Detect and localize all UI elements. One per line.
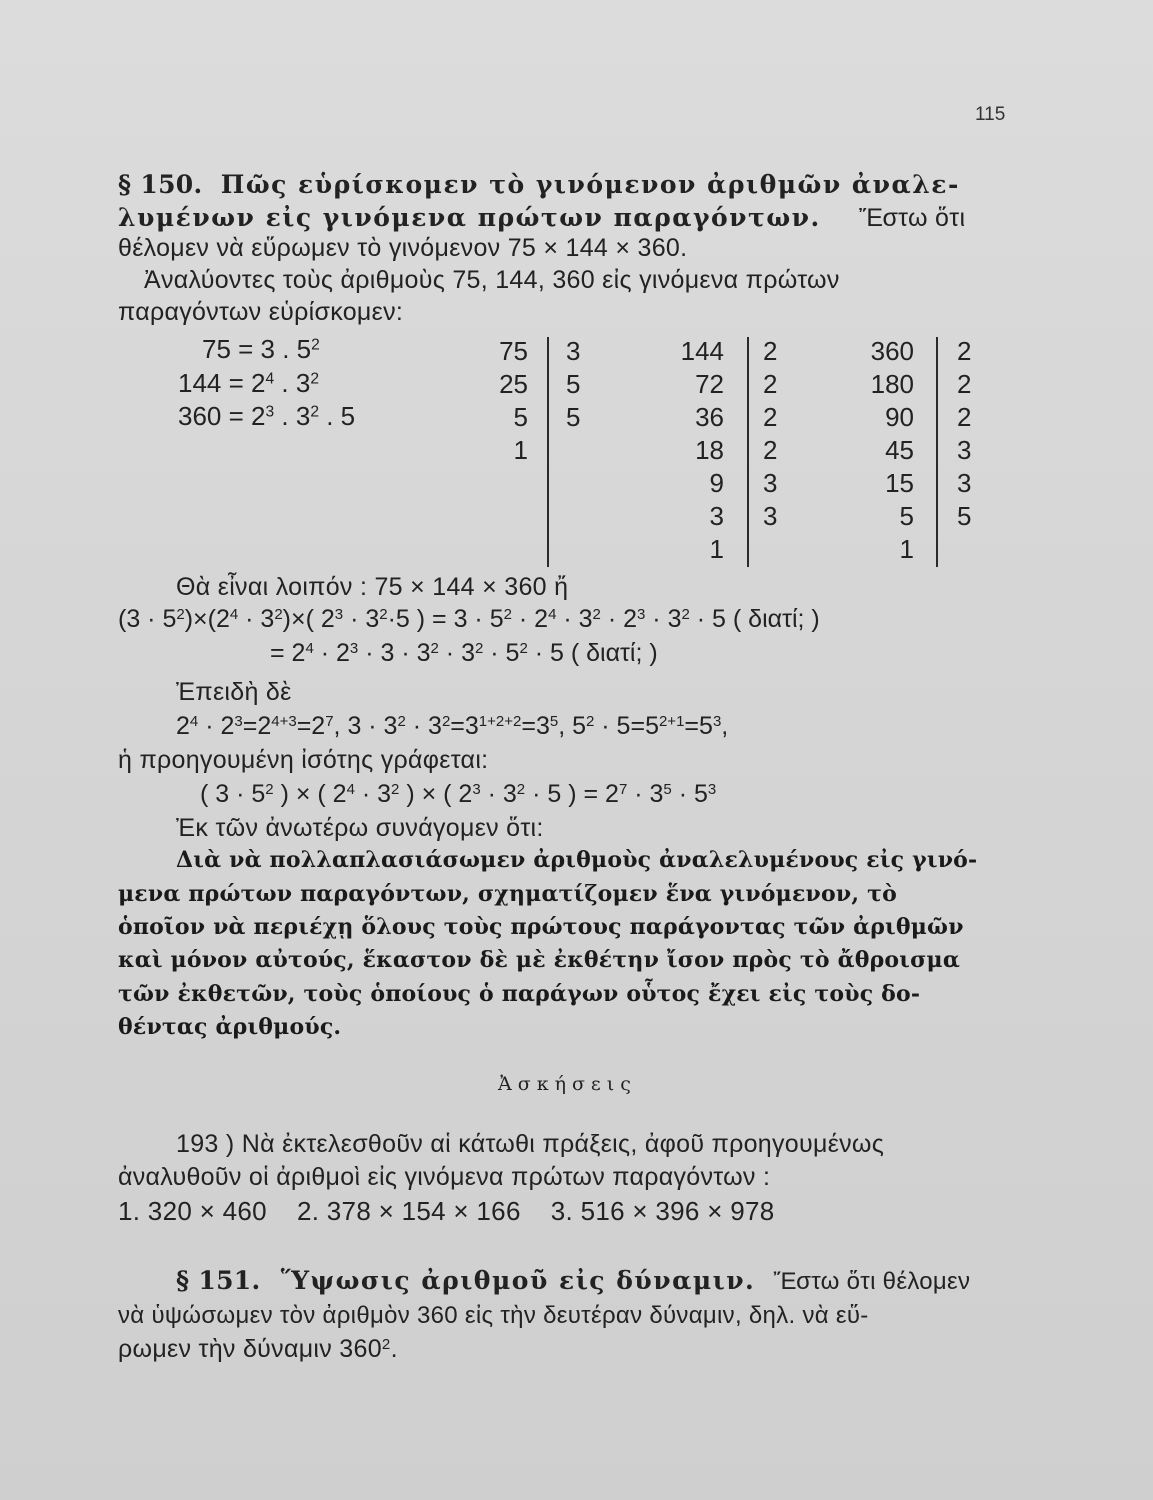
exponent-rules-line: $2^4 \cdot 2^3=2^{4+3}=2^7$, $3 \cdot 3^2 \cdot 3^2=3^{1+2+2}=3^5$, $5^2 \cdot 5=5^{2+1}=5^3$, [176,712,729,740]
work-isotis: ἡ προηγουμένη ἰσότης γράφεται: [118,746,489,774]
section-150-line4: Ἀναλύοντες τοὺς ἀριθμοὺς 75, 144, 360 εἰς γινόμενα πρώτων [144,266,840,294]
exercise-193-line2: ἀναλυθοῦν οἱ ἀριθμοὶ εἰς γινόμενα πρώτων παραγόντων : [118,1163,771,1191]
section-151-line2: νὰ ὑψώσωμεν τὸν ἀριθμὸν 360 εἰς τὴν δευτέραν δύναμιν, δηλ. νὰ εὕ- [118,1302,869,1329]
factor-table-360-divider [936,337,938,567]
factor-table-144-factors: 2 2 2 2 3 3 [763,336,778,531]
decomposition-360: $360 = 2^3$ . $3^2$ . 5 [178,401,356,431]
section-151-number: § 151. [176,1266,261,1295]
factor-table-75-divider [547,337,549,567]
section-150-heading-line2 [118,203,965,233]
work-epeidi: Ἐπειδὴ δὲ [176,678,292,706]
section-150-number: § 150. [118,170,203,199]
exercise-193-line3: 1. 320 × 460 2. 378 × 154 × 166 3. 516 × 396 × 978 [118,1196,775,1226]
section-151-rest1: Ἔστω ὅτι θέλομεν [773,1268,971,1295]
exercise-193-line1: 193 ) Νὰ ἐκτελεσθοῦν αἱ κάτωθι πράξεις, ἀφοῦ προηγουμένως [176,1130,885,1158]
product-expansion-line1: $(3 \cdot 5^2)\times(2^4 \cdot 3^2)\times$( $2^3 \cdot 3^2\cdot 5$ ) = $3 \cdot 5^2 \cdot 2^4 \cdot 3^2 \cdot 2^3 \cdot 3^2 \cdot 5$ ( διατί; ) [118,605,820,633]
factor-table-75-numbers: 75 25 5 1 [499,336,528,465]
factor-table-360-numbers: 360 180 90 45 15 5 1 [870,336,914,564]
factor-table-144-divider [747,337,749,567]
section-150-rest-b: Ἔστω ὅτι [858,204,966,232]
section-150-title-a: Πῶς εὑρίσκομεν τὸ γινόμενον ἀριθμῶν ἀναλε- [220,170,960,199]
decomposition-75: 75 = 3 . $5^2$ [202,334,320,364]
section-150-title-b: λυμένων εἰς γινόμενα πρώτων παραγόντων. [118,203,821,232]
work-ek-ton: Ἐκ τῶν ἀνωτέρω συνάγομεν ὅτι: [176,814,544,842]
section-150-heading-line1 [118,170,960,199]
factor-table-75-factors: 3 5 5 [566,336,581,432]
section-151-line3: ρωμεν τὴν δύναμιν $360^2$. [118,1335,398,1363]
exercises-heading: Ἀσκήσεις [498,1073,637,1095]
page-number: 115 [975,104,1006,125]
section-151-title: Ὕψωσις ἀριθμοῦ εἰς δύναμιν. [280,1266,756,1295]
rule-line3: ὁποῖον νὰ περιέχῃ ὅλους τοὺς πρώτους παράγοντας τῶν ἀριθμῶν [118,914,964,940]
rule-line5: τῶν ἐκθετῶν, τοὺς ὁποίους ὁ παράγων οὗτος ἔχει εἰς τοὺς δο- [118,981,921,1007]
section-150-line5: παραγόντων εὑρίσκομεν: [118,298,404,326]
rule-line6: θέντας ἀριθμούς. [118,1014,342,1040]
factor-table-144-numbers: 144 72 36 18 9 3 1 [680,336,724,564]
work-tha-einai: Θὰ εἶναι λοιπόν : 75 × 144 × 360 ἤ [176,573,569,601]
section-150-line3: θέλομεν νὰ εὕρωμεν τὸ γινόμενον 75 × 144 × 360. [118,234,688,262]
final-product-equation: ( $3 \cdot 5^2$ ) × ( $2^4 \cdot 3^2$ ) × ( $2^3 \cdot 3^2 \cdot 5$ ) = $2^7 \cdot 3^5 \cdot 5^3$ [200,780,717,808]
product-expansion-line2: = $2^4 \cdot 2^3 \cdot 3 \cdot 3^2 \cdot 3^2 \cdot 5^2 \cdot 5$ ( διατί; ) [270,639,658,667]
rule-line1: Διὰ νὰ πολλαπλασιάσωμεν ἀριθμοὺς ἀναλελυμένους εἰς γινό- [176,847,978,873]
factor-table-360-factors: 2 2 2 3 3 5 [957,336,972,531]
rule-line2: μενα πρώτων παραγόντων, σχηματίζομεν ἕνα γινόμενον, τὸ [118,881,897,907]
rule-line4: καὶ μόνον αὐτούς, ἕκαστον δὲ μὲ ἐκθέτην ἴσον πρὸς τὸ ἄθροισμα [118,947,960,973]
decomposition-144: $144 = 2^4$ . $3^2$ [178,368,319,398]
section-151-heading [176,1266,970,1296]
